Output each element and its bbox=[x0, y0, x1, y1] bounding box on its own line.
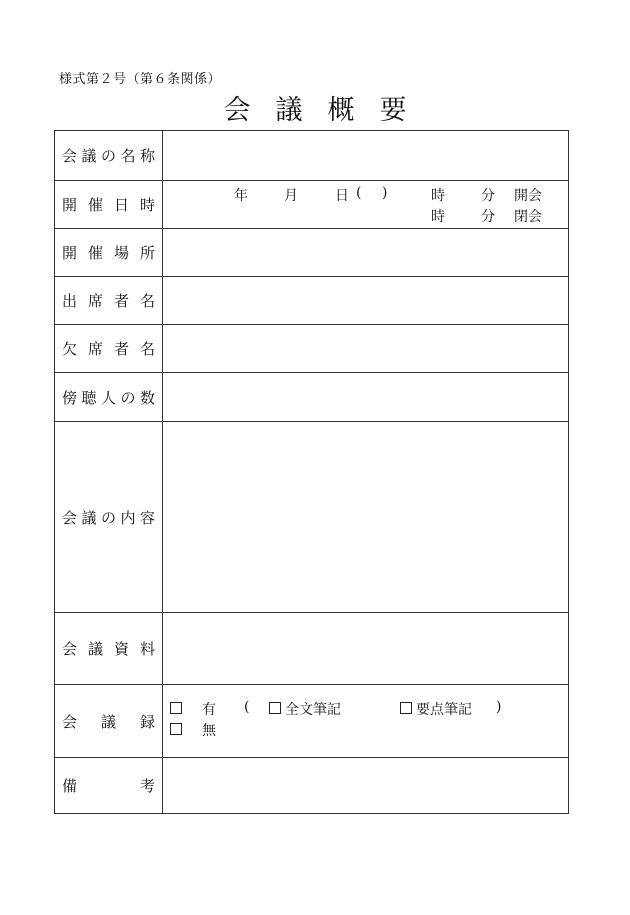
label-meeting-name: 会 議 の 名 称 bbox=[55, 131, 163, 181]
row-materials bbox=[55, 613, 569, 685]
field-meeting-name[interactable] bbox=[163, 131, 569, 181]
title-char: 会 bbox=[223, 95, 251, 126]
label-listeners: 傍 聴 人 の 数 bbox=[55, 373, 163, 422]
open-minute-label: 分 bbox=[481, 188, 495, 204]
field-content[interactable] bbox=[163, 422, 569, 613]
field-remarks[interactable] bbox=[163, 758, 569, 814]
minutes-no-option[interactable] bbox=[170, 722, 185, 738]
label-materials: 会 議 資 料 bbox=[55, 613, 163, 685]
checkbox-icon[interactable] bbox=[170, 702, 182, 714]
row-venue bbox=[55, 229, 569, 277]
row-minutes bbox=[55, 685, 569, 758]
close-label: 閉会 bbox=[514, 209, 542, 225]
row-absentees bbox=[55, 325, 569, 373]
page-title bbox=[0, 88, 630, 127]
paren-open: ( bbox=[244, 699, 250, 715]
field-minutes bbox=[163, 685, 569, 758]
weekday-close: ) bbox=[382, 185, 388, 201]
open-label: 開会 bbox=[514, 188, 542, 204]
field-absentees[interactable] bbox=[163, 325, 569, 373]
label-attendees: 出 席 者 名 bbox=[55, 277, 163, 325]
minutes-yes-label: 有 bbox=[202, 702, 216, 718]
minutes-no-label: 無 bbox=[202, 723, 216, 739]
field-venue[interactable] bbox=[163, 229, 569, 277]
row-content bbox=[55, 422, 569, 613]
day-label: 日 bbox=[335, 188, 349, 204]
row-listeners bbox=[55, 373, 569, 422]
checkbox-icon[interactable] bbox=[170, 723, 182, 735]
label-remarks: 備 考 bbox=[55, 758, 163, 814]
field-materials[interactable] bbox=[163, 613, 569, 685]
full-text-option[interactable] bbox=[269, 701, 284, 717]
checkbox-icon[interactable] bbox=[269, 702, 281, 714]
title-char: 議 bbox=[275, 95, 303, 126]
month-label: 月 bbox=[284, 188, 298, 204]
label-datetime: 開 催 日 時 bbox=[55, 181, 163, 229]
row-remarks bbox=[55, 758, 569, 814]
row-attendees bbox=[55, 277, 569, 325]
summary-option[interactable] bbox=[400, 701, 415, 717]
row-meeting-name bbox=[55, 131, 569, 181]
label-venue: 開 催 場 所 bbox=[55, 229, 163, 277]
row-datetime bbox=[55, 181, 569, 229]
label-absentees: 欠 席 者 名 bbox=[55, 325, 163, 373]
close-minute-label: 分 bbox=[481, 209, 495, 225]
open-hour-label: 時 bbox=[431, 188, 445, 204]
close-hour-label: 時 bbox=[431, 209, 445, 225]
paren-close: ) bbox=[496, 699, 502, 715]
minutes-yes-option[interactable] bbox=[170, 701, 185, 717]
weekday-open: ( bbox=[356, 185, 362, 201]
meeting-summary-table bbox=[54, 130, 569, 814]
label-content: 会 議 の 内 容 bbox=[55, 422, 163, 613]
form-number: 様式第２号（第６条関係） bbox=[59, 72, 222, 87]
full-text-label: 全文筆記 bbox=[285, 702, 341, 718]
label-minutes: 会 議 録 bbox=[55, 685, 163, 758]
field-listeners[interactable] bbox=[163, 373, 569, 422]
checkbox-icon[interactable] bbox=[400, 702, 412, 714]
summary-label: 要点筆記 bbox=[416, 702, 472, 718]
title-char: 概 bbox=[327, 95, 355, 126]
field-attendees[interactable] bbox=[163, 277, 569, 325]
year-label: 年 bbox=[234, 188, 248, 204]
title-char: 要 bbox=[379, 95, 407, 126]
field-datetime[interactable] bbox=[163, 181, 569, 229]
